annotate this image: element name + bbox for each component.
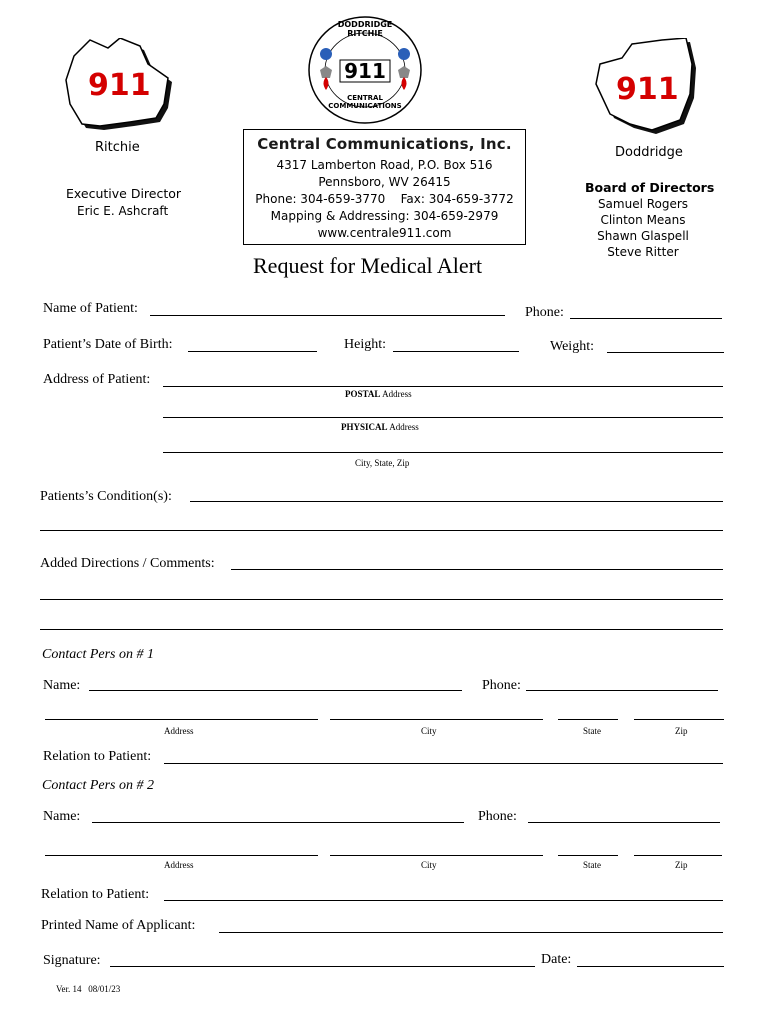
seal-bottom-text: CENTRAL COMMUNICATIONS bbox=[328, 94, 402, 110]
signature-field[interactable] bbox=[110, 966, 535, 967]
board-member: Steve Ritter bbox=[607, 245, 679, 259]
contact-2-phone-label: Phone: bbox=[478, 809, 517, 824]
org-address-line2: Pennsboro, WV 26415 bbox=[318, 175, 451, 189]
contact-1-name-label: Name: bbox=[43, 678, 81, 693]
exec-director-title: Executive Director bbox=[66, 186, 182, 201]
ritchie-label: Ritchie bbox=[95, 140, 140, 155]
physical-bold: PHYSICAL bbox=[341, 422, 388, 432]
physical-rest: Address bbox=[387, 422, 419, 432]
condition-field-2[interactable] bbox=[40, 530, 723, 531]
contact-1-city-field[interactable] bbox=[330, 719, 543, 720]
postal-address-caption bbox=[345, 389, 412, 399]
contact-2-zip-caption: Zip bbox=[675, 860, 688, 870]
directions-field-1[interactable] bbox=[231, 569, 723, 570]
contact-2-name-field[interactable] bbox=[92, 822, 464, 823]
form-title: Request for Medical Alert bbox=[253, 253, 483, 278]
contact-2-city-field[interactable] bbox=[330, 855, 543, 856]
height-field[interactable] bbox=[393, 351, 519, 352]
dob-field[interactable] bbox=[188, 351, 317, 352]
postal-rest: Address bbox=[380, 389, 412, 399]
weight-label: Weight: bbox=[550, 339, 594, 354]
city-state-zip-caption: City, State, Zip bbox=[355, 458, 410, 468]
date-label: Date: bbox=[541, 952, 572, 967]
printed-name-label: Printed Name of Applicant: bbox=[41, 918, 196, 933]
org-name: Central Communications, Inc. bbox=[257, 135, 512, 153]
org-address-line1: 4317 Lamberton Road, P.O. Box 516 bbox=[276, 158, 493, 172]
signature-label: Signature: bbox=[43, 953, 101, 968]
organization-info-box bbox=[243, 129, 526, 245]
postal-bold: POSTAL bbox=[345, 389, 381, 399]
contact-2-phone-field[interactable] bbox=[528, 822, 720, 823]
postal-address-field[interactable] bbox=[163, 386, 723, 387]
address-label: Address of Patient: bbox=[43, 372, 151, 387]
org-phone-fax: Phone: 304-659-3770 Fax: 304-659-3772 bbox=[255, 192, 514, 206]
contact-2-heading: Contact Pers on # 2 bbox=[42, 778, 154, 793]
contact-1-state-caption: State bbox=[583, 726, 601, 736]
physical-address-field[interactable] bbox=[163, 417, 723, 418]
contact-2-relation-field[interactable] bbox=[164, 900, 723, 901]
contact-2-relation-label: Relation to Patient: bbox=[41, 887, 150, 902]
condition-label: Patients’s Condition(s): bbox=[40, 489, 172, 504]
seal-911-text: 911 bbox=[344, 59, 386, 83]
board-member: Clinton Means bbox=[600, 213, 686, 227]
org-website: www.centrale911.com bbox=[317, 226, 452, 240]
directions-field-2[interactable] bbox=[40, 599, 723, 600]
weight-field[interactable] bbox=[607, 352, 724, 353]
contact-2-address-caption: Address bbox=[164, 860, 194, 870]
contact-1-relation-field[interactable] bbox=[164, 763, 723, 764]
contact-1-relation-label: Relation to Patient: bbox=[43, 749, 152, 764]
contact-1-state-field[interactable] bbox=[558, 719, 618, 720]
contact-2-zip-field[interactable] bbox=[634, 855, 722, 856]
contact-2-address-field[interactable] bbox=[45, 855, 318, 856]
contact-1-phone-label: Phone: bbox=[482, 678, 521, 693]
central-communications-seal bbox=[306, 14, 424, 126]
printed-name-field[interactable] bbox=[219, 932, 723, 933]
physical-address-caption bbox=[341, 422, 419, 432]
contact-1-address-caption: Address bbox=[164, 726, 194, 736]
contact-1-heading: Contact Pers on # 1 bbox=[42, 647, 154, 662]
version-text: Ver. 14 08/01/23 bbox=[56, 984, 121, 994]
dob-label: Patient’s Date of Birth: bbox=[43, 337, 173, 352]
board-member: Samuel Rogers bbox=[597, 197, 689, 211]
org-mapping-phone: Mapping & Addressing: 304-659-2979 bbox=[270, 209, 499, 223]
board-member: Shawn Glaspell bbox=[597, 229, 689, 243]
ritchie-county-logo bbox=[64, 38, 176, 136]
directions-field-3[interactable] bbox=[40, 629, 723, 630]
doddridge-county-logo bbox=[590, 38, 700, 138]
contact-1-name-field[interactable] bbox=[89, 690, 462, 691]
height-label: Height: bbox=[344, 337, 386, 352]
date-field[interactable] bbox=[577, 966, 724, 967]
contact-2-name-label: Name: bbox=[43, 809, 81, 824]
patient-phone-label: Phone: bbox=[525, 305, 564, 320]
contact-1-address-field[interactable] bbox=[45, 719, 318, 720]
ritchie-911-text: 911 bbox=[88, 68, 151, 103]
patient-phone-field[interactable] bbox=[570, 318, 722, 319]
condition-field-1[interactable] bbox=[190, 501, 723, 502]
contact-2-state-field[interactable] bbox=[558, 855, 618, 856]
contact-1-zip-field[interactable] bbox=[634, 719, 724, 720]
contact-1-city-caption: City bbox=[421, 726, 437, 736]
board-title: Board of Directors bbox=[585, 180, 715, 195]
directions-label: Added Directions / Comments: bbox=[40, 556, 215, 571]
name-of-patient-field[interactable] bbox=[150, 315, 505, 316]
seal-top-text: DODDRIDGE RITCHIE bbox=[337, 20, 393, 38]
doddridge-label: Doddridge bbox=[615, 145, 683, 160]
contact-2-city-caption: City bbox=[421, 860, 437, 870]
contact-2-state-caption: State bbox=[583, 860, 601, 870]
name-of-patient-label: Name of Patient: bbox=[43, 301, 138, 316]
contact-1-zip-caption: Zip bbox=[675, 726, 688, 736]
exec-director-name: Eric E. Ashcraft bbox=[77, 204, 169, 218]
city-state-zip-field[interactable] bbox=[163, 452, 723, 453]
doddridge-911-text: 911 bbox=[616, 72, 679, 107]
contact-1-phone-field[interactable] bbox=[526, 690, 718, 691]
